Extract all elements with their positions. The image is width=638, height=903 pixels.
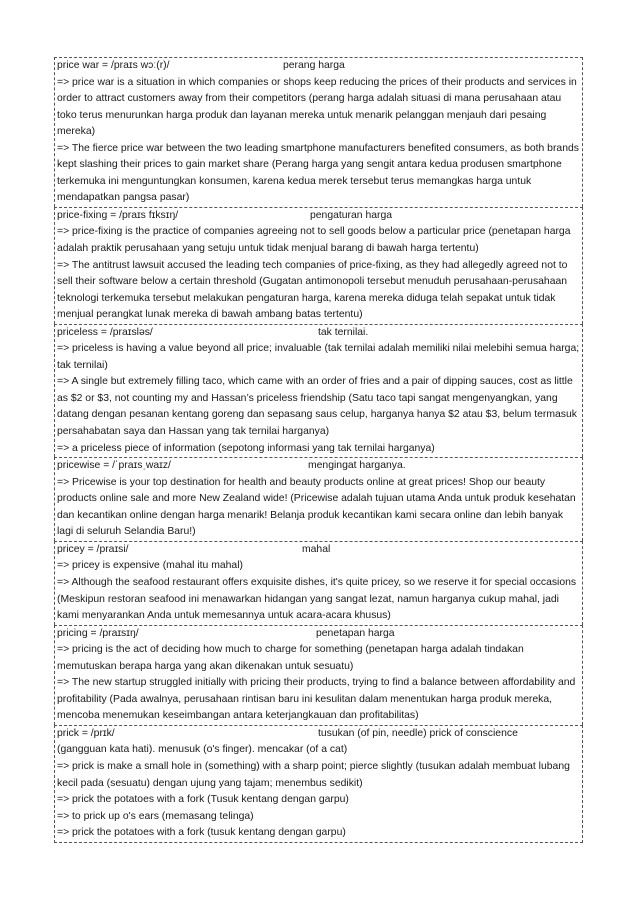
example-line: => The antitrust lawsuit accused the leading tech companies of price-fixing, as they had allegedly agreed not to sell their software below a certain threshold (Gugatan antimonopoli tersebut menuduh perusahaan-perusahaan teknologi terkemuka tersebut melakukan pengaturan harga, karena mereka diduga telah sepakat untuk tidak menjual perangkat lunak mereka di bawah ambang batas tertentu) — [57, 258, 580, 324]
entry-header — [57, 726, 580, 743]
translation: tak ternilai. — [318, 326, 369, 338]
example-line: => prick the potatoes with a fork (tusuk kentang dengan garpu) — [57, 825, 580, 842]
definition-line: => Pricewise is your top destination for health and beauty products online at great prices! Shop our beauty products online sale and more New Zealand wide! (Pricewise adalah tujuan utama Anda untuk produk kesehatan dan kecantikan online dengan harga menarik! Belanja produk kecantikan kami secara online dan lebih banyak lagi di seluruh Selandia Baru!) — [57, 475, 580, 541]
term: pricing = /praɪsɪŋ/ — [57, 627, 139, 639]
entry-price-fixing — [54, 207, 583, 324]
entry-header — [57, 208, 580, 225]
term: price war = /praɪs wɔː(r)/ — [57, 60, 170, 71]
example-line: => to prick up o's ears (memasang telinga) — [57, 809, 580, 826]
term: prick = /prɪk/ — [57, 727, 115, 739]
translation: mengingat harganya. — [308, 460, 406, 472]
entry-pricewise — [54, 457, 583, 541]
term: price-fixing = /praɪs fɪksɪŋ/ — [57, 209, 179, 221]
example-line: => a priceless piece of information (sepotong informasi yang tak ternilai harganya) — [57, 441, 580, 458]
translation: pengaturan harga — [310, 209, 393, 221]
entry-pricey — [54, 541, 583, 625]
example-line: => The fierce price war between the two leading smartphone manufacturers benefited consumers, as both brands kept slashing their prices to gain market share (Perang harga yang sengit antara kedua produsen smartphone terkemuka ini menguntungkan konsumen, karena kedua merek tersebut terus memangkas harga untuk mendapatkan pangsa pasar) — [57, 141, 580, 207]
term: pricey = /praɪsi/ — [57, 543, 129, 555]
definition-line: => price-fixing is the practice of companies agreeing not to sell goods below a particular price (penetapan harga adalah praktik perusahaan yang setuju untuk tidak menjual barang di bawah harga tertentu) — [57, 224, 580, 257]
entry-pricing — [54, 625, 583, 725]
entry-priceless — [54, 324, 583, 457]
term: priceless = /praɪsləs/ — [57, 326, 153, 338]
translation-continued: (gangguan kata hati). menusuk (o's finger). mencakar (of a cat) — [57, 744, 348, 756]
translation: mahal — [302, 543, 331, 555]
definition-line: => price war is a situation in which companies or shops keep reducing the prices of their products and services in order to attract customers away from their competitors (perang harga adalah situasi di mana perusahaan atau toko terus menurunkan harga produk dan layanan mereka untuk menarik pelanggan menjauh dari pesaing mereka) — [57, 75, 580, 141]
example-line: => prick the potatoes with a fork (Tusuk kentang dengan garpu) — [57, 792, 580, 809]
definition-line: => prick is make a small hole in (something) with a sharp point; pierce slightly (tusukan adalah membuat lubang kecil pada (sesuatu) dengan ujung yang tajam; menembus sedikit) — [57, 759, 580, 792]
example-line: => Although the seafood restaurant offers exquisite dishes, it's quite pricey, so we reserve it for special occasions (Meskipun restoran seafood ini menawarkan hidangan yang sangat lezat, namun harganya cukup mahal, jadi kami menyarankan Anda untuk memesannya untuk acara-acara khusus) — [57, 575, 580, 625]
entry-prick — [54, 725, 583, 843]
entry-header — [57, 542, 580, 559]
definition-line: => pricey is expensive (mahal itu mahal) — [57, 558, 580, 575]
term: pricewise = /ˈpraɪsˌwaɪz/ — [57, 460, 171, 472]
entry-header — [57, 325, 580, 342]
entry-price-war — [54, 57, 583, 207]
translation: tusukan (of pin, needle) prick of conscience — [318, 727, 518, 739]
entry-header — [57, 626, 580, 643]
definition-line: => priceless is having a value beyond all price; invaluable (tak ternilai adalah memiliki nilai melebihi semua harga; tak ternilai) — [57, 341, 580, 374]
definition-line: => pricing is the act of deciding how much to charge for something (penetapan harga adalah tindakan memutuskan berapa harga yang akan dikenakan untuk sesuatu) — [57, 642, 580, 675]
translation: perang harga — [283, 60, 345, 71]
vocabulary-document — [54, 57, 583, 843]
example-line: => A single but extremely filling taco, which came with an order of fries and a pair of dipping sauces, cost as little as $2 or $3, not counting my and Hassan’s priceless friendship (Satu taco tapi sangat mengenyangkan, yang datang dengan pesanan kentang goreng dan sepasang saus celup, harganya hanya $2 atau $3, belum termasuk persahabatan saya dan Hassan yang tak ternilai harganya) — [57, 374, 580, 440]
example-line: => The new startup struggled initially with pricing their products, trying to find a balance between affordability and profitability (Pada awalnya, perusahaan rintisan baru ini kesulitan dalam menentukan harga produk mereka, mencoba menemukan keseimbangan antara keterjangkauan dan profitabilitas) — [57, 675, 580, 725]
entry-header — [57, 58, 580, 75]
translation: penetapan harga — [316, 627, 395, 639]
entry-header — [57, 458, 580, 475]
